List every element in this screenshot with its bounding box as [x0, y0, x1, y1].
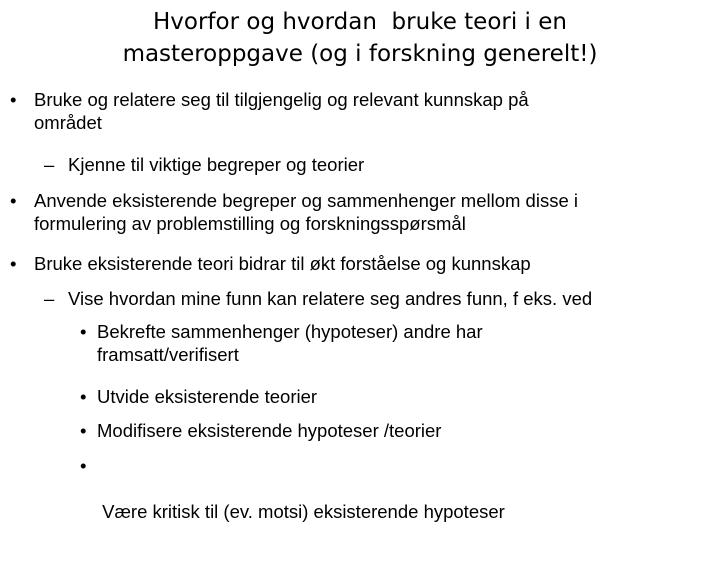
- bullet-marker: •: [10, 89, 17, 110]
- bullet-text-line: området: [34, 112, 102, 133]
- bullet-text-line: Kjenne til viktige begreper og teorier: [68, 154, 365, 175]
- bullet-marker: •: [80, 386, 87, 407]
- title-line-1: Hvorfor og hvordan bruke teori i en: [153, 9, 567, 35]
- dash-marker: –: [44, 288, 55, 309]
- bullet-text: [34, 88, 529, 134]
- bullet-text: [68, 153, 364, 176]
- bullet-text: [34, 252, 531, 275]
- bullet-text: [97, 385, 317, 408]
- dash-marker: –: [44, 154, 55, 175]
- bullet-text-line: Vise hvordan mine funn kan relatere seg andres funn, f eks. ved: [68, 288, 593, 309]
- bullet-text: [34, 189, 578, 235]
- bullet-marker: •: [80, 455, 87, 476]
- title-line-2: masteroppgave (og i forskning generelt!): [122, 41, 598, 67]
- bullet-marker: •: [80, 420, 87, 441]
- bullet-text-line: Være kritisk til (ev. motsi) eksisterende hypoteser: [97, 501, 505, 522]
- bullet-text-line: Modifisere eksisterende hypoteser /teorier: [97, 420, 442, 441]
- bullet-text: [68, 287, 592, 310]
- bullet-text-line: Bruke og relatere seg til tilgjengelig og relevant kunnskap på: [34, 89, 529, 110]
- bullet-text: [97, 320, 483, 366]
- bullet-text: [97, 419, 441, 442]
- slide-title: [0, 6, 720, 70]
- bullet-text-line: formulering av problemstilling og forskningsspørsmål: [34, 213, 466, 234]
- bullet-marker: •: [10, 253, 17, 274]
- bullet-text: [97, 454, 505, 569]
- bullet-text-line: Bruke eksisterende teori bidrar til økt forståelse og kunnskap: [34, 253, 531, 274]
- bullet-text-line: Utvide eksisterende teorier: [97, 386, 318, 407]
- bullet-text-line: Bekrefte sammenhenger (hypoteser) andre har: [97, 321, 483, 342]
- bullet-marker: •: [80, 321, 87, 342]
- bullet-text-line: Anvende eksisterende begreper og sammenhenger mellom disse i: [34, 190, 578, 211]
- bullet-marker: •: [10, 190, 17, 211]
- bullet-text-line: framsatt/verifisert: [97, 344, 239, 365]
